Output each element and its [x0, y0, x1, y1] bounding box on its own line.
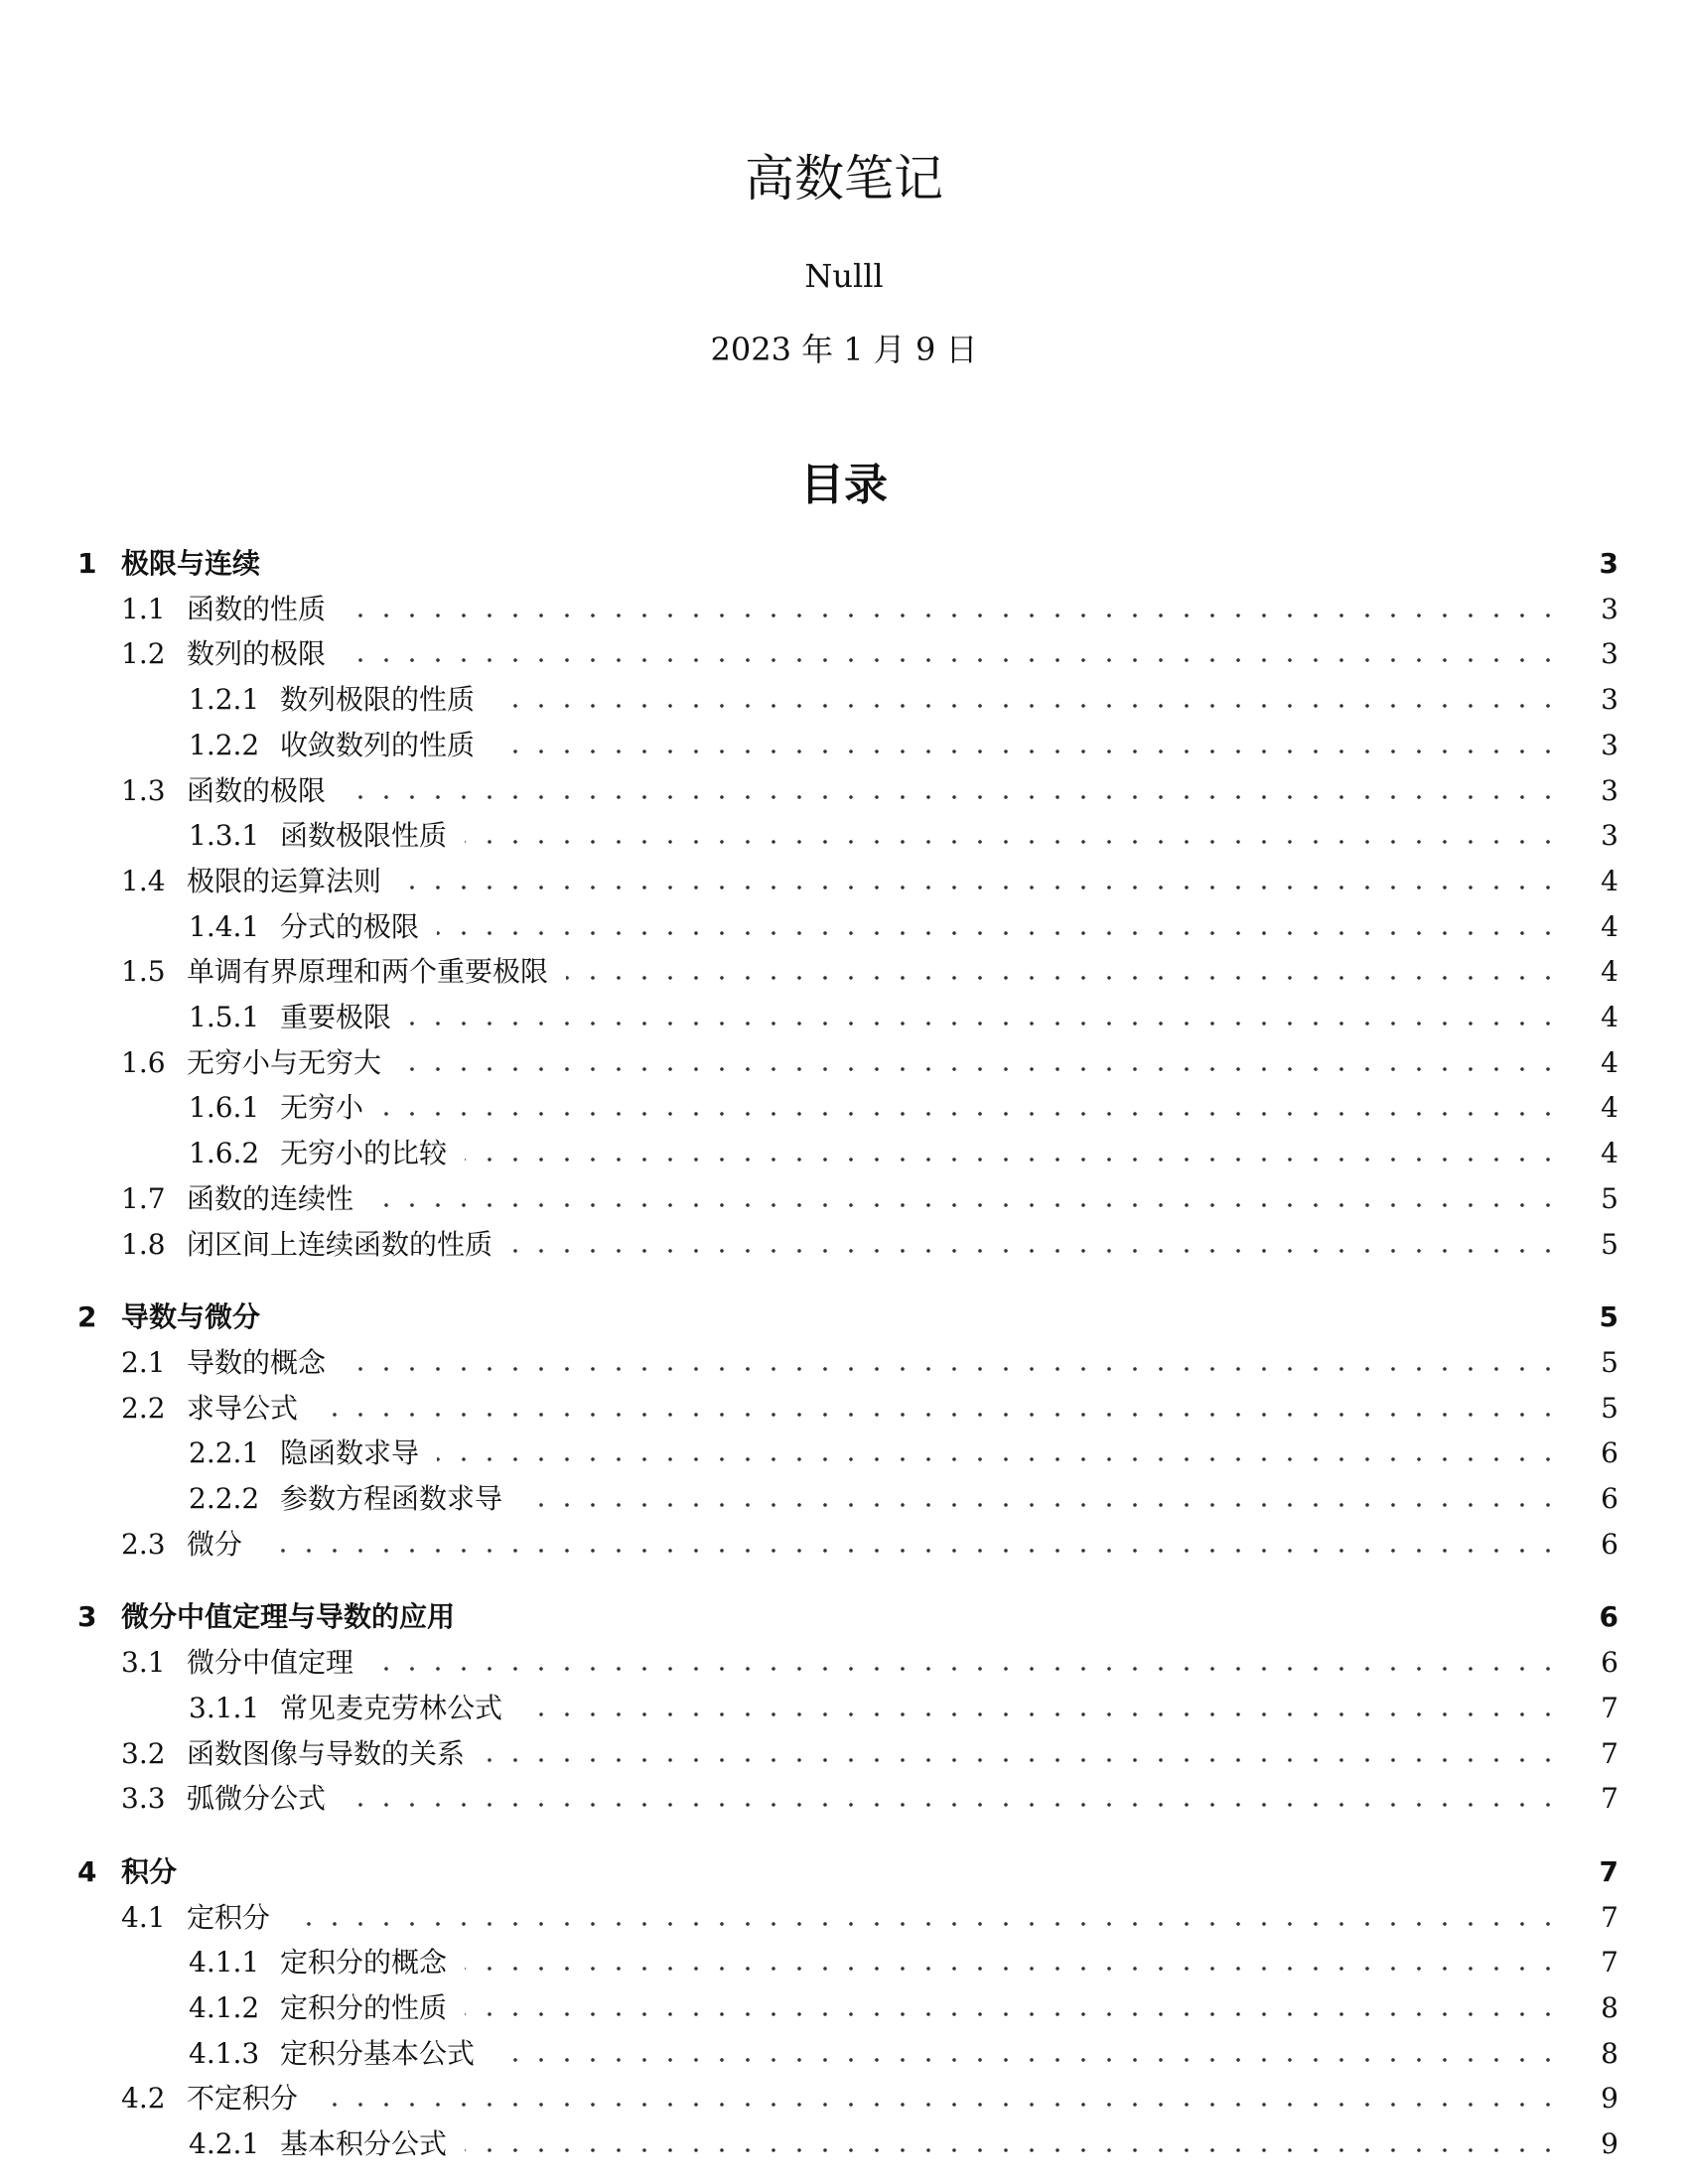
toc-entry-page: 5 — [1601, 1391, 1618, 1425]
toc-section[interactable] — [77, 944, 1618, 988]
toc-dot-leader — [437, 1455, 1561, 1463]
toc-entry-page: 5 — [1601, 1227, 1618, 1261]
toc-entry-number: 4.1.1 — [189, 1946, 260, 1979]
toc-entry-number: 2 — [77, 1300, 97, 1334]
toc-section[interactable] — [77, 854, 1618, 897]
toc-entry-title: 定积分的性质 — [280, 1991, 448, 2024]
toc-dot-leader — [492, 702, 1561, 710]
toc-entry-page: 7 — [1601, 1782, 1618, 1816]
toc-entry-number: 4.2 — [121, 2082, 166, 2116]
toc-entry-page: 3 — [1601, 819, 1618, 853]
toc-section[interactable] — [77, 1381, 1618, 1425]
toc-entry-number: 1.8 — [121, 1227, 166, 1261]
toc-entry-page: 3 — [1599, 547, 1618, 580]
toc-dot-leader — [520, 1710, 1561, 1718]
toc-entry-page: 4 — [1601, 1137, 1618, 1170]
toc-subsection[interactable] — [77, 1471, 1618, 1515]
toc-entry-page: 3 — [1601, 592, 1618, 625]
toc-entry-title: 微分 — [187, 1527, 243, 1561]
toc-entry-page: 4 — [1601, 909, 1618, 943]
toc-dot-leader — [288, 1920, 1561, 1928]
toc-dot-leader — [465, 1965, 1561, 1973]
toc-entry-page: 7 — [1601, 1691, 1618, 1724]
toc-entry-title: 无穷小的比较 — [280, 1137, 448, 1170]
toc-section[interactable] — [77, 1335, 1618, 1379]
toc-dot-leader — [465, 1156, 1561, 1163]
toc-subsection[interactable] — [77, 1426, 1618, 1469]
toc-section[interactable] — [77, 626, 1618, 670]
toc-subsection[interactable] — [77, 2116, 1618, 2160]
toc-subsection[interactable] — [77, 990, 1618, 1033]
toc-entry-title: 定积分基本公式 — [280, 2036, 476, 2070]
toc-dot-leader — [316, 2101, 1561, 2109]
toc-entry-title: 数列极限的性质 — [280, 683, 476, 717]
toc-dot-leader — [492, 2056, 1561, 2064]
toc-entry-page: 7 — [1599, 1854, 1618, 1888]
toc-entry-number: 3.3 — [121, 1782, 166, 1816]
toc-dot-leader — [483, 1756, 1561, 1764]
toc-dot-leader — [566, 974, 1561, 982]
toc-entry-page: 4 — [1601, 1091, 1618, 1125]
toc-subsection[interactable] — [77, 718, 1618, 761]
toc-dot-leader — [344, 1801, 1561, 1809]
toc-subsection[interactable] — [77, 1980, 1618, 2024]
toc-dot-leader — [409, 1020, 1561, 1027]
toc-subsection[interactable] — [77, 1681, 1618, 1724]
document-author: Nulll — [804, 257, 884, 295]
toc-entry-page: 6 — [1601, 1646, 1618, 1680]
toc-entry-number: 1.3 — [121, 773, 166, 807]
toc-entry-number: 1.5 — [121, 955, 166, 989]
toc-entry-page: 3 — [1601, 683, 1618, 717]
toc-entry-number: 1 — [77, 547, 97, 580]
toc-entry-page: 5 — [1601, 1181, 1618, 1215]
document-date: 2023 年 1 月 9 日 — [710, 331, 978, 368]
toc-chapter[interactable] — [77, 1589, 1618, 1633]
toc-subsection[interactable] — [77, 899, 1618, 943]
toc-dot-leader — [437, 929, 1561, 937]
toc-entry-number: 1.1 — [121, 592, 166, 625]
toc-dot-leader — [344, 612, 1561, 619]
toc-entry-page: 6 — [1599, 1600, 1618, 1634]
toc-section[interactable] — [77, 582, 1618, 625]
toc-dot-leader — [371, 1665, 1561, 1673]
toc-section[interactable] — [77, 1635, 1618, 1679]
toc-entry-number: 3 — [77, 1600, 97, 1634]
toc-dot-leader — [399, 1065, 1561, 1073]
document-title: 高数笔记 — [745, 150, 943, 207]
toc-entry-title: 函数的连续性 — [187, 1181, 354, 1215]
toc-entry-number: 2.2.1 — [189, 1436, 260, 1470]
toc-entry-title: 参数方程函数求导 — [280, 1482, 503, 1515]
toc-section[interactable] — [77, 763, 1618, 807]
toc-entry-number: 1.3.1 — [189, 819, 260, 853]
toc-subsection[interactable] — [77, 1935, 1618, 1979]
toc-entry-page: 3 — [1601, 773, 1618, 807]
toc-entry-page: 9 — [1601, 2082, 1618, 2116]
toc-entry-page: 6 — [1601, 1527, 1618, 1561]
toc-dot-leader — [371, 1201, 1561, 1209]
toc-entry-title: 极限的运算法则 — [187, 864, 382, 897]
toc-entry-page: 6 — [1601, 1436, 1618, 1470]
toc-entry-number: 3.1.1 — [189, 1691, 260, 1724]
toc-entry-title: 函数极限性质 — [280, 819, 448, 853]
toc-dot-leader — [344, 1365, 1561, 1373]
toc-entry-number: 1.6.1 — [189, 1091, 260, 1125]
toc-chapter[interactable] — [77, 1844, 1618, 1888]
toc-heading: 目录 — [800, 460, 888, 510]
toc-entry-page: 3 — [1601, 728, 1618, 761]
toc-entry-page: 5 — [1599, 1300, 1618, 1334]
toc-section[interactable] — [77, 1890, 1618, 1934]
toc-dot-leader — [399, 884, 1561, 891]
toc-entry-number: 1.2 — [121, 637, 166, 671]
toc-entry-number: 1.7 — [121, 1181, 166, 1215]
toc-entry-title: 不定积分 — [187, 2082, 299, 2116]
toc-section[interactable] — [77, 1217, 1618, 1261]
toc-section[interactable] — [77, 1171, 1618, 1215]
toc-entry-title: 定积分的概念 — [280, 1946, 448, 1979]
toc-entry-title: 函数的极限 — [187, 773, 327, 807]
toc-entry-number: 2.1 — [121, 1345, 166, 1379]
toc-entry-page: 3 — [1601, 637, 1618, 671]
toc-dot-leader — [465, 838, 1561, 846]
toc-entry-page: 5 — [1601, 1345, 1618, 1379]
toc-entry-page: 7 — [1601, 1900, 1618, 1934]
toc-entry-number: 2.2 — [121, 1391, 166, 1425]
toc-entry-title: 闭区间上连续函数的性质 — [187, 1227, 493, 1261]
toc-entry-number: 3.1 — [121, 1646, 166, 1680]
toc-entry-page: 4 — [1601, 1001, 1618, 1033]
toc-chapter[interactable] — [77, 536, 1618, 580]
toc-entry-number: 4.1.2 — [189, 1991, 260, 2024]
toc-dot-leader — [260, 1547, 1561, 1555]
toc-entry-number: 4.2.1 — [189, 2127, 260, 2161]
toc-dot-leader — [520, 1501, 1561, 1509]
toc-subsection[interactable] — [77, 2026, 1618, 2070]
toc-section[interactable] — [77, 1771, 1618, 1815]
toc-dot-leader — [344, 656, 1561, 664]
toc-entry-title: 函数的性质 — [187, 592, 327, 625]
toc-entry-page: 8 — [1601, 2036, 1618, 2070]
toc-entry-title: 无穷小与无穷大 — [187, 1045, 382, 1079]
toc-entry-number: 4 — [77, 1854, 97, 1888]
toc-entry-page: 7 — [1601, 1946, 1618, 1979]
toc-dot-leader — [465, 2010, 1561, 2018]
toc-dot-leader — [381, 1110, 1561, 1118]
toc-entry-number: 1.6.2 — [189, 1137, 260, 1170]
toc-subsection[interactable] — [77, 808, 1618, 852]
toc-entry-title: 常见麦克劳林公式 — [280, 1691, 503, 1724]
toc-entry-page: 4 — [1601, 955, 1618, 989]
toc-dot-leader — [344, 793, 1561, 801]
toc-entry-number: 1.4 — [121, 864, 166, 897]
toc-subsection[interactable] — [77, 1080, 1618, 1124]
toc-entry-title: 基本积分公式 — [280, 2127, 448, 2161]
toc-subsection[interactable] — [77, 1126, 1618, 1169]
toc-entry-number: 3.2 — [121, 1736, 166, 1770]
toc-entry-title: 无穷小 — [280, 1091, 364, 1125]
toc-entry-number: 2.3 — [121, 1527, 166, 1561]
toc-entry-title: 导数的概念 — [187, 1345, 327, 1379]
toc-entry-title: 函数图像与导数的关系 — [187, 1736, 466, 1770]
toc-entry-number: 1.4.1 — [189, 909, 260, 943]
toc-entry-title: 重要极限 — [280, 1001, 392, 1033]
toc-section[interactable] — [77, 1726, 1618, 1770]
toc-dot-leader — [510, 1247, 1561, 1255]
toc-entry-title: 单调有界原理和两个重要极限 — [187, 955, 549, 989]
toc-section[interactable] — [77, 1517, 1618, 1561]
toc-dot-leader — [465, 2146, 1561, 2154]
toc-subsection[interactable] — [77, 672, 1618, 716]
toc-entry-title: 微分中值定理与导数的应用 — [121, 1600, 456, 1634]
toc-chapter[interactable] — [77, 1290, 1618, 1333]
toc-entry-page: 9 — [1601, 2127, 1618, 2161]
toc-entry-title: 微分中值定理 — [187, 1646, 354, 1680]
toc-entry-title: 数列的极限 — [187, 637, 327, 671]
toc-section[interactable] — [77, 1035, 1618, 1079]
toc-entry-number: 2.2.2 — [189, 1482, 260, 1515]
toc-entry-title: 极限与连续 — [121, 547, 261, 580]
toc-entry-page: 4 — [1601, 864, 1618, 897]
toc-dot-leader — [316, 1411, 1561, 1419]
toc-entry-page: 4 — [1601, 1045, 1618, 1079]
toc-entry-number: 4.1 — [121, 1900, 166, 1934]
toc-entry-number: 1.2.1 — [189, 683, 260, 717]
toc-entry-number: 1.6 — [121, 1045, 166, 1079]
toc-entry-title: 弧微分公式 — [187, 1782, 327, 1816]
toc-entry-title: 定积分 — [187, 1900, 271, 1934]
toc-entry-title: 隐函数求导 — [280, 1436, 420, 1470]
toc-entry-title: 分式的极限 — [280, 909, 420, 943]
toc-entry-title: 收敛数列的性质 — [280, 728, 476, 761]
toc-entry-page: 7 — [1601, 1736, 1618, 1770]
toc-entry-page: 8 — [1601, 1991, 1618, 2024]
toc-section[interactable] — [77, 2071, 1618, 2115]
toc-entry-title: 导数与微分 — [121, 1300, 261, 1334]
toc-entry-title: 积分 — [121, 1854, 178, 1888]
toc-entry-title: 求导公式 — [187, 1391, 299, 1425]
toc-entry-number: 4.1.3 — [189, 2036, 260, 2070]
toc-entry-number: 1.2.2 — [189, 728, 260, 761]
toc-dot-leader — [492, 748, 1561, 755]
toc-entry-number: 1.5.1 — [189, 1001, 260, 1033]
toc-entry-page: 6 — [1601, 1482, 1618, 1515]
